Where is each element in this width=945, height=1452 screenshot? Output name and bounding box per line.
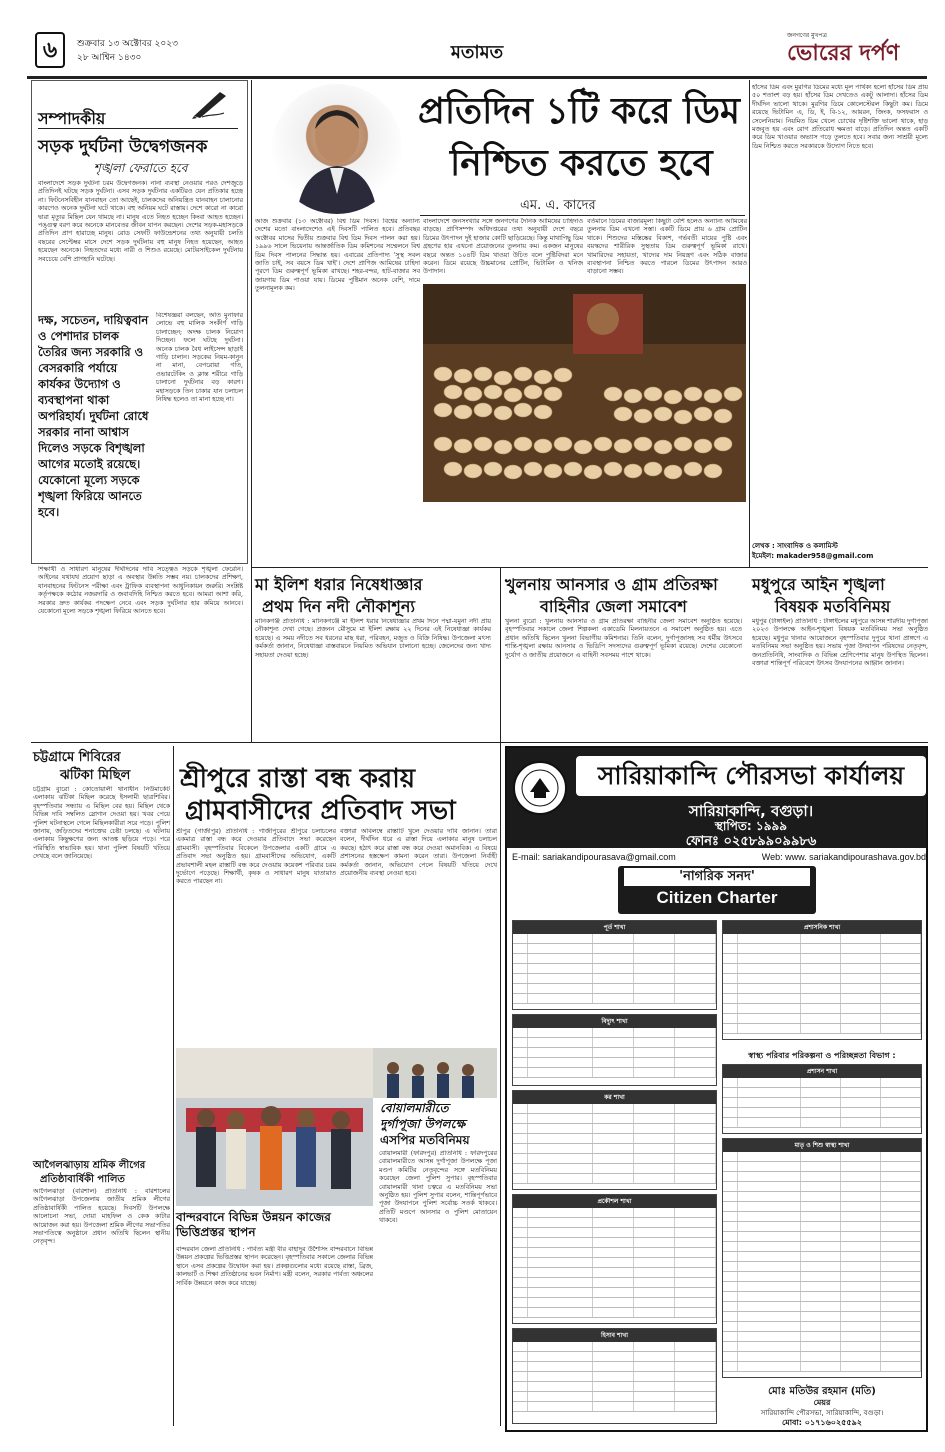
masthead (27, 30, 927, 74)
top-section-rule (252, 567, 928, 568)
boalmari-headline-3: এসপির মতবিনিময় (380, 1133, 470, 1147)
sreepur-body-2: বক্তারা অবিলম্বে রাস্তাটি খুলে দেওয়ার দাবি জানান। তারা বলেন, দীর্ঘদিন ধরে এ রাস্তা দিয়ে এলাকার মানুষ চলাচল করছে। হঠাৎ করে রাস্তা বন্ধ করে দেওয়া অমানবিক। এ বিষয়ে প্রশাসনের হস্তক্ষেপ কামনা করেন তারা। উপজেলা নির্বাহী কর্মকর্তা জানান, অভিযোগ পেলে বিষয়টি খতিয়ে দেখে প্রয়োজনীয় ব্যবস্থা নেওয়া হবে। (340, 828, 497, 878)
agailjhara-headline-2: প্রতিষ্ঠাবার্ষিকী পালিত (40, 1174, 125, 1185)
egg-col-2-lower (423, 505, 583, 565)
editorial-body-3: শিক্ষার্থী ও সাধারণ মানুষের দীর্ঘদিনের দাবি সত্ত্বেও সড়কে শৃঙ্খলা ফেরেনি। আইনের যথাযথ প্রয়োগ ছাড়া এ অবস্থার উন্নতি সম্ভব নয়। চালকদের প্রশিক্ষণ, যানবাহনের ফিটনেস পরীক্ষা এবং ট্রাফিক ব্যবস্থাপনা আধুনিকায়ন জরুরি। সংশ্লিষ্ট কর্তৃপক্ষকে কঠোর নজরদারি ও জবাবদিহি নিশ্চিত করতে হবে। আমরা আশা করি, সরকার দ্রুত কার্যকর পদক্ষেপ নেবে এবং সড়ক দুর্ঘটনার হার কমিয়ে আনবে। যেকোনো মূল্যে সড়কে শৃঙ্খলা ফিরিয়ে আনতে হবে। (38, 566, 243, 616)
ad-table-engineering-title: প্রকৌশল শাখা (513, 1195, 716, 1208)
sreepur-headline-1: শ্রীপুরে রাস্তা বন্ধ করায় (180, 764, 416, 794)
madhupur-headline-1: মধুপুরে আইন শৃঙ্খলা (752, 575, 885, 594)
ad-web: Web: www. sariakandipourashava.gov.bd (761, 852, 926, 862)
ad-table-tax-title: কর শাখা (513, 1091, 716, 1104)
ad-seal-icon (512, 760, 568, 816)
chattogram-body: চট্টগ্রাম ব্যুরো : কোতোয়ালী থানাধীন নিউমার্কেট এলাকায় ঝটিকা মিছিল করেছে ইসলামী ছাত্রশিবির। বৃহস্পতিবার সন্ধ্যায় এ মিছিল বের হয়। মিছিল থেকে বিভিন্ন দাবি সম্বলিত স্লোগান দেওয়া হয়। খবর পেয়ে পুলিশ ঘটনাস্থলে গেলে মিছিলকারীরা সরে পড়ে। পুলিশ জানায়, জড়িতদের শনাক্তের চেষ্টা চলছে। এ ঘটনায় এলাকায় কিছুক্ষণের জন্য আতঙ্ক ছড়িয়ে পড়ে। পরে পরিস্থিতি স্বাভাবিক হয়। থানা পুলিশ বিষয়টি খতিয়ে দেখছে বলে জানিয়েছে। (33, 786, 170, 861)
col-rule-3 (173, 746, 174, 1426)
hilsa-headline-2: প্রথম দিন নদী নৌকাশূন্য (262, 597, 416, 616)
ad-table-administration (722, 1064, 922, 1134)
editorial-subhead: শৃঙ্খলা ফেরাতে হবে (93, 161, 188, 175)
bandarban-headline: বান্দরবানে বিভিন্ন উন্নয়ন কাজের ভিত্তিপ্রস্তর স্থাপন (176, 1210, 331, 1239)
ad-health-section-title: স্বাস্থ্য পরিবার পরিকল্পনা ও পরিচ্ছন্নতা বিভাগ : (748, 1051, 896, 1060)
editorial-kicker: সম্পাদকীয় (38, 109, 106, 128)
egg-col-1: আজ শুক্রবার (১৩ অক্টোবর) বিশ্ব ডিম দিবস। বিশ্বের অন্যান্য দেশের মতো বাংলাদেশেও এই দিবসটি পালিত হবে। প্রতিবছর অক্টোবর মাসের দ্বিতীয় শুক্রবার বিশ্ব ডিম দিবস পালন করা হয়। ১৯৯৬ সালে ভিয়েনায় আন্তর্জাতিক ডিম কমিশনের সম্মেলনে বিশ্ব ডিম দিবস পালনের সিদ্ধান্ত হয়। এবারের প্রতিপাদ্য 'সুস্থ সবল জাতি চাই, সব বয়সে ডিম খাই'। দেশে প্রাণিজ আমিষের চাহিদা পূরণে ডিম গুরুত্বপূর্ণ ভূমিকা রাখছে। শহর-বন্দর, হাট-বাজার সব জায়গায় ডিম পাওয়া যায়। ডিমের পুষ্টিমান অনেক বেশি, দামে তুলনামূলক কম। (255, 218, 420, 293)
date-line-2: ২৮ আশ্বিন ১৪৩০ (77, 53, 142, 63)
khulna-headline-2: বাহিনীর জেলা সমাবেশ (540, 597, 687, 616)
col-rule-4 (500, 568, 501, 1426)
sreepur-body-1: শ্রীপুর (গাজীপুর) প্রতিনিধি : গাজীপুরের শ্রীপুরে চলাচলের একমাত্র রাস্তা বন্ধ করে দেওয়ার প্রতিবাদে সভা করেছেন গ্রামবাসী। বৃহস্পতিবার বিকেলে উপজেলার একটি গ্রামে এ প্রতিবাদ সভা অনুষ্ঠিত হয়। গ্রামবাসীদের অভিযোগ, একটি প্রভাবশালী মহল রাস্তাটি বন্ধ করে দেওয়ায় কয়েকশ পরিবার চরম দুর্ভোগে পড়েছে। শিক্ষার্থী, কৃষক ও সাধারণ মানুষ যাতায়াত করতে পারছেন না। (176, 828, 336, 886)
egg-byline-rule (420, 215, 745, 216)
ad-charter-en: Citizen Charter (656, 888, 778, 907)
egg-col-4: হাঁসের ডিম এবং মুরগির ডিমের মধ্যে মূল পার্থক্য হলো হাঁসের ডিম প্রায় ৫০ শতাংশ বড় হয়। হাঁসের ডিম দেখতেও একটু আলাদা। হাঁসের ডিম দীর্ঘদিন ভালো থাকে। মুরগির ডিমে কোলেস্টেরল কিছুটা কম। ডিমে রয়েছে ভিটামিন এ, ডি, ই, বি-১২, আয়রন, জিংক, ফসফরাস ও সেলেনিয়াম। নিয়মিত ডিম খেলে চোখের দৃষ্টিশক্তি ভালো থাকে, হাড় মজবুত হয় এবং রোগ প্রতিরোধ ক্ষমতা বাড়ে। প্রতিদিন অন্তত একটি করে ডিম খাওয়ার অভ্যাস গড়ে তুলতে হবে। সবার জন্য সাশ্রয়ী মূল্যে ডিম নিশ্চিত করতে সরকারকে উদ্যোগ নিতে হবে। (752, 84, 928, 150)
bandarban-body: বান্দরবান জেলা প্রতিনিধি : পার্বত্য মন্ত্রী বীর বাহাদুর উশৈসিং বান্দরবানে বিভিন্ন উন্নয়ন প্রকল্পের ভিত্তিপ্রস্তর স্থাপন করেছেন। বৃহস্পতিবার সকালে জেলার বিভিন্ন স্থানে এসব প্রকল্পের উদ্বোধন করা হয়। প্রকল্পগুলোর মধ্যে রয়েছে রাস্তা, ব্রিজ, কালভার্ট ও শিক্ষা প্রতিষ্ঠানের ভবন নির্মাণ। মন্ত্রী বলেন, সরকার পার্বত্য অঞ্চলের সার্বিক উন্নয়নে কাজ করে যাচ্ছে। (176, 1246, 373, 1287)
ad-table-electric-title: বিদ্যুৎ শাখা (513, 1015, 716, 1028)
boalmari-headline-1: বোয়ালমারীতে (380, 1101, 449, 1115)
chattogram-headline-2: ঝটিকা মিছিল (60, 768, 131, 783)
egg-headline-2: নিশ্চিত করতে হবে (450, 143, 713, 184)
ad-signatory-phone: মোবা: ০১৭১৬০২৫৫৯২ (782, 1418, 862, 1427)
col-rule-1 (251, 80, 252, 742)
editorial-headline: সড়ক দুর্ঘটনা উদ্বেগজনক (38, 137, 208, 157)
ad-table-mch (722, 1138, 922, 1378)
editorial-pull-quote: দক্ষ, সচেতন, দায়িত্ববান ও পেশাদার চালক তৈরির জন্য সরকারি ও বেসরকারি পর্যায়ে কার্যকর উদ্যোগ ও ব্যবস্থাপনা থাকা অপরিহার্য। দুর্ঘটনা রোধে সরকার নানা আশ্বাস দিলেও সড়কে বিশৃঙ্খলা আগের মতোই রয়েছে। যেকোনো মূল্যে সড়কে শৃঙ্খলা ফিরিয়ে আনতে হবে। (38, 313, 149, 519)
ad-signatory-office: সারিয়াকান্দি পৌরসভা, সারিয়াকান্দি, বগুড়া। (760, 1409, 884, 1417)
egg-col-3-lower (587, 505, 747, 565)
egg-byline: এম. এ. কাদের (520, 198, 596, 213)
madhupur-headline-2: বিষয়ক মতবিনিময় (775, 597, 891, 616)
paper-tagline: জনগণের মুখপত্র (787, 32, 827, 39)
paper-name-logo: ভোরের দর্পণ (787, 41, 900, 66)
ad-table-admin-title: প্রশাসনিক শাখা (723, 921, 921, 934)
ad-charter-bn: 'নাগরিক সনদ' (624, 868, 810, 886)
ad-phone: ফোনঃ ০২৫৮৯৯০৯৯৮৬ (685, 834, 817, 849)
ad-table-electric (512, 1014, 717, 1086)
ad-location: সারিয়াকান্দি, বগুড়া। (688, 802, 814, 820)
boalmari-photo (373, 1048, 497, 1098)
ad-table-administration-title: প্রশাসন শাখা (723, 1065, 921, 1078)
bandarban-photo (176, 1048, 373, 1206)
egg-col-2: বাংলাদেশে জনসংখ্যার সঙ্গে জনগণের দৈনিক আমিষের চাহিদাও বাড়ছে। প্রাণিসম্পদ অধিদপ্তরের তথ্য অনুযায়ী দেশে বছরে ডিমের উৎপাদন দুই হাজার কোটি ছাড়িয়েছে। কিন্তু মাথাপিছু ডিম গ্রহণের হার এখনো প্রয়োজনের তুলনায় কম। একজন মানুষের বছরে অন্তত ১০৪টি ডিম খাওয়া উচিত বলে পুষ্টিবিদরা মনে করেন। ডিমে রয়েছে উচ্চমানের প্রোটিন, ভিটামিন ও খনিজ উপাদান। (423, 218, 583, 276)
ad-email: E-mail: sariakandipourasava@gmail.com (512, 852, 676, 862)
agailjhara-headline-1: আগৈলঝাড়ায় শ্রমিক লীগের (33, 1160, 146, 1171)
ad-table-accounts-title: হিসাব শাখা (513, 1329, 716, 1342)
egg-col-3: বর্তমানে ডিমের বাজারমূল্য কিছুটা বেশি হলেও অন্যান্য আমিষের তুলনায় ডিম এখনো সস্তা। একটি ডিমে প্রায় ৬ গ্রাম প্রোটিন থাকে। শিশুদের মস্তিষ্কের বিকাশ, গর্ভবতী মায়ের পুষ্টি এবং বয়স্কদের শারীরিক সুস্থতায় ডিম গুরুত্বপূর্ণ ভূমিকা রাখে। খামারিদের সহায়তা, খাদ্যের দাম নিয়ন্ত্রণ এবং সঠিক বাজার ব্যবস্থাপনা নিশ্চিত করতে পারলে ডিমের উৎপাদন আরও বাড়ানো সম্ভব। (587, 218, 747, 276)
ad-table-works (512, 920, 717, 1010)
editorial-kicker-rule (38, 128, 238, 129)
egg-market-photo (423, 284, 746, 502)
agailjhara-body: আগৈলঝাড়া (বরিশাল) প্রতিনিধি : বরিশালের আগৈলঝাড়া উপজেলায় জাতীয় শ্রমিক লীগের প্রতিষ্ঠাবার্ষিকী পালিত হয়েছে। দিবসটি উপলক্ষে আলোচনা সভা, দোয়া মাহফিল ও কেক কাটার আয়োজন করা হয়। উপজেলা শ্রমিক লীগের সভাপতির সভাপতিত্বে অনুষ্ঠানে প্রধান অতিথি ছিলেন স্থানীয় নেতৃবৃন্দ। (33, 1188, 170, 1246)
ad-table-admin (722, 920, 922, 1040)
hilsa-body: মানিকগঞ্জ প্রতিনিধি : মানিকগঞ্জে মা ইলিশ ধরার নিষেধাজ্ঞার প্রথম দিনে পদ্মা-যমুনা নদী প্রায় নৌকাশূন্য দেখা গেছে। প্রজনন মৌসুমে মা ইলিশ রক্ষায় ২২ দিনের এই নিষেধাজ্ঞা কার্যকর হয়েছে। এ সময় নদীতে সব ধরনের মাছ ধরা, পরিবহন, মজুত ও বিক্রি নিষিদ্ধ। উপজেলা মৎস্য কর্মকর্তা জানান, নিষেধাজ্ঞা বাস্তবায়নে নিয়মিত অভিযান চালানো হচ্ছে। জেলেদের জন্য খাদ্য সহায়তা দেওয়া হচ্ছে। (255, 618, 491, 659)
ad-org-name: সারিয়াকান্দি পৌরসভা কার্যালয় (576, 756, 926, 796)
khulna-body: খুলনা ব্যুরো : খুলনায় আনসার ও গ্রাম প্রতিরক্ষা বাহিনীর জেলা সমাবেশ অনুষ্ঠিত হয়েছে। বৃহস্পতিবার সকালে জেলা শিল্পকলা একাডেমি মিলনায়তনে এ সমাবেশ অনুষ্ঠিত হয়। এতে প্রধান অতিথি ছিলেন খুলনা বিভাগীয় কমিশনার। তিনি বলেন, দুর্গাপূজাসহ সব ধর্মীয় উৎসবে শান্তি-শৃঙ্খলা রক্ষায় আনসার ও ভিডিপি সদস্যদের গুরুত্বপূর্ণ ভূমিকা রয়েছে। দেশের যেকোনো দুর্যোগ ও জাতীয় প্রয়োজনে এ বাহিনী সবসময় পাশে থাকে। (505, 618, 742, 659)
section-label: মতামত (450, 42, 504, 63)
boalmari-body: বোয়ালমারী (ফরিদপুর) প্রতিনিধি : ফরিদপুরের বোয়ালমারীতে আসন্ন দুর্গাপূজা উপলক্ষে পূজা মণ্ডপ কমিটির নেতৃবৃন্দের সঙ্গে মতবিনিময় করেছেন জেলা পুলিশ সুপার। বৃহস্পতিবার বোয়ালমারী থানা চত্বরে এ মতবিনিময় সভা অনুষ্ঠিত হয়। পুলিশ সুপার বলেন, শান্তিপূর্ণভাবে পূজা উদযাপনে পুলিশ সর্বোচ্চ সতর্ক থাকবে। প্রতিটি মণ্ডপে আনসার ও পুলিশ মোতায়েন থাকবে। (379, 1150, 497, 1225)
masthead-rule (27, 76, 927, 79)
ad-signatory-title: মেয়র (813, 1398, 831, 1407)
hilsa-headline-1: মা ইলিশ ধরার নিষেধাজ্ঞার (255, 575, 423, 594)
ad-table-mch-title: মাতৃ ও শিশু স্বাস্থ্য শাখা (723, 1139, 921, 1152)
pen-icon (190, 86, 230, 120)
madhupur-body: মধুপুর (টাঙ্গাইল) প্রতিনিধি : টাঙ্গাইলের মধুপুরে আসন্ন শারদীয় দুর্গাপূজা ২০২৩ উপলক্ষে আইন-শৃঙ্খলা বিষয়ক মতবিনিময় সভা অনুষ্ঠিত হয়েছে। মধুপুর থানার আয়োজনে বৃহস্পতিবার দুপুরে থানা প্রাঙ্গণে এ মতবিনিময় সভা অনুষ্ঠিত হয়। সভায় পূজা উদযাপন পরিষদের নেতৃবৃন্দ, জনপ্রতিনিধি, সাংবাদিক ও বিভিন্ন শ্রেণিপেশার মানুষ উপস্থিত ছিলেন। বক্তারা শান্তিপূর্ণ পরিবেশে উৎসব উদযাপনের আহ্বান জানান। (752, 618, 928, 668)
egg-author-note: লেখক : সাংবাদিক ও কলামিস্ট (752, 542, 838, 550)
chattogram-headline-1: চট্টগ্রামে শিবিরের (33, 750, 121, 765)
ad-signatory-name: মোঃ মতিউর রহমান (মতি) (768, 1386, 876, 1397)
boalmari-headline-2: দুর্গাপূজা উপলক্ষে (380, 1117, 466, 1131)
sreepur-headline-2: গ্রামবাসীদের প্রতিবাদ সভা (185, 796, 456, 826)
col-rule-2 (749, 80, 750, 567)
ad-table-tax (512, 1090, 717, 1190)
egg-headline-1: প্রতিদিন ১টি করে ডিম (418, 91, 740, 132)
mid-section-rule (31, 742, 928, 743)
ad-table-engineering (512, 1194, 717, 1324)
ad-established: স্থাপিত: ১৯৯৯ (714, 819, 788, 833)
egg-author-email: ইমেইল: makader958@gmail.com (752, 552, 874, 560)
ad-table-works-title: পূর্ত শাখা (513, 921, 716, 934)
khulna-headline-1: খুলনায় আনসার ও গ্রাম প্রতিরক্ষা (505, 575, 718, 594)
editorial-body-1: বাংলাদেশে সড়ক দুর্ঘটনা চরম উদ্বেগজনক। নানা ব্যবস্থা নেওয়ার পরও দেশজুড়ে প্রতিদিনই ঘটছে সড়ক দুর্ঘটনা। এসব সড়ক দুর্ঘটনার একটিরও যেন প্রতিকার হচ্ছে না। ফিটনেসবিহীন যানবাহন তো আছেই, চালকদের অনিয়ন্ত্রিত যানবাহন চালানোর কারণেও অনেক দুর্ঘটনা ঘটে থাকে। বহু অনিয়ম ঘটে রাস্তায়। দেশে কারো না কারো দ্বারা মৃত্যুর মিছিল যেন থামছে না। মানুষ এতে নিহত হচ্ছেন কিংবা আহত হচ্ছেন। পঙ্গুত্ব বরণ করে অনেকে মানবেতর জীবন যাপন করছেন। দেশের সড়ক-মহাসড়কে প্রতিদিন প্রাণ হারাচ্ছে মানুষ। রোড সেফটি ফাউন্ডেশনের তথ্য অনুযায়ী চলতি বছরের সেপ্টেম্বর মাসে দেশে সড়ক দুর্ঘটনায় বহু মানুষ নিহত হয়েছেন, আহত হয়েছেন অনেকে। নিহতদের মধ্যে নারী ও শিশুও রয়েছে। মোটরসাইকেল দুর্ঘটনায় সবচেয়ে বেশি প্রাণহানি ঘটেছে। (38, 180, 243, 263)
date-line-1: শুক্রবার ১৩ অক্টোবর ২০২৩ (77, 39, 178, 49)
author-photo (272, 84, 402, 214)
ad-table-accounts (512, 1328, 717, 1424)
editorial-body-2: বিশেষজ্ঞরা বলছেন, অতি মুনাফার লোভে বহু মালিক সংকীর্ণ গাড়ি চালাচ্ছেন; অদক্ষ চালক নিয়োগ দিচ্ছেন। ফলে ঘটছে দুর্ঘটনা। অনেক চালক বৈধ লাইসেন্স ছাড়াই গাড়ি চালান। সড়কের নিয়ম-কানুন না মানা, বেপরোয়া গতি, ওভারটেকিং ও ক্লান্ত শরীরে গাড়ি চালানো দুর্ঘটনার বড় কারণ। মহাসড়কে তিন চাকার যান চলাচল নিষিদ্ধ হলেও তা মানা হচ্ছে না। (156, 312, 243, 404)
page-number: ৬ (35, 32, 65, 68)
